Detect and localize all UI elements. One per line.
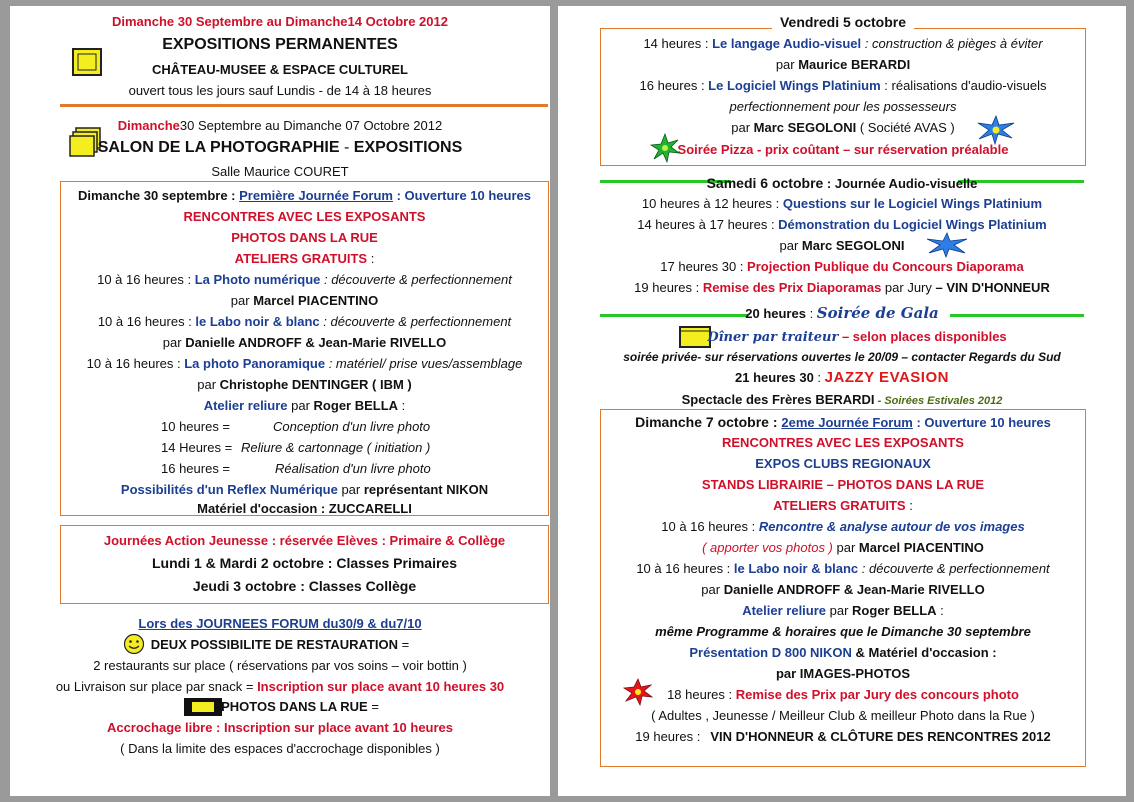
green-star-icon xyxy=(650,133,680,166)
youth-title: Journées Action Jeunesse : réservée Elèves : Primaire & Collège xyxy=(103,533,506,548)
forum2-link[interactable]: 2eme Journée Forum xyxy=(781,415,913,430)
forum2-heading: Dimanche 7 octobre : 2eme Journée Forum : Ouverture 10 heures xyxy=(635,414,1051,430)
workshop-3: 10 à 16 heures : La photo Panoramique : matériel/ prise vues/assemblage xyxy=(86,356,523,371)
street-line-1: Accrochage libre : Inscription sur place avant 10 heures xyxy=(106,720,454,735)
permanent-dates: Dimanche 30 Septembre au Dimanche14 Octobre 2012 xyxy=(112,14,448,29)
forum1-l2: PHOTOS DANS LA RUE xyxy=(231,230,378,245)
forum2-l2: EXPOS CLUBS REGIONAUX xyxy=(755,456,931,471)
youth-l1: Lundi 1 & Mardi 2 octobre : Classes Primaires xyxy=(152,555,457,571)
private-line: soirée privée- sur réservations ouvertes le 20/09 – contacter Regards du Sud xyxy=(623,350,1061,364)
blue-star-icon-2 xyxy=(925,232,969,261)
sat-l4: 19 heures : Remise des Prix Diaporamas par Jury – VIN D'HONNEUR xyxy=(634,280,1050,295)
forum-days-title: Lors des JOURNEES FORUM du30/9 & du7/10 xyxy=(138,616,422,631)
forum2-prizes: 18 heures : Remise des Prix par Jury des concours photo xyxy=(667,687,1019,702)
sat-l2: 14 heures à 17 heures : Démonstration du Logiciel Wings Platinium xyxy=(637,217,1047,232)
restauration-title: DEUX POSSIBILITE DE RESTAURATION = xyxy=(150,637,410,652)
forum2-a1-sub: ( apporter vos photos ) par Marcel PIACENTINO xyxy=(702,540,984,555)
resto-line-1: 2 restaurants sur place ( réservations par vos soins – voir bottin ) xyxy=(93,658,467,673)
workshop-1-by: par Marcel PIACENTINO xyxy=(230,293,379,308)
forum2-a2: 10 à 16 heures : le Labo noir & blanc : découverte & perfectionnement xyxy=(636,561,1050,576)
forum1-l3: ATELIERS GRATUITS : xyxy=(234,251,375,266)
workshop-2: 10 à 16 heures : le Labo noir & blanc : découverte & perfectionnement xyxy=(97,314,512,329)
salon-dates: Dimanche30 Septembre au Dimanche 07 Octobre 2012 xyxy=(117,118,443,133)
salon-place: Salle Maurice COURET xyxy=(211,164,349,179)
divider xyxy=(60,104,548,107)
forum2-binding: Atelier reliure par Roger BELLA : xyxy=(742,603,944,618)
fri-l2: 16 heures : Le Logiciel Wings Platinium : réalisations d'audio-visuels xyxy=(639,78,1047,93)
forum2-box xyxy=(600,409,1086,767)
binding-desc-1: Conception d'un livre photo xyxy=(273,419,431,434)
forum2-d800: Présentation D 800 NIKON & Matériel d'occasion : xyxy=(689,645,997,660)
forum1-l1: RENCONTRES AVEC LES EXPOSANTS xyxy=(183,209,426,224)
permanent-place: CHÂTEAU-MUSEE & ESPACE CULTUREL xyxy=(152,62,408,77)
street-title: PHOTOS DANS LA RUE = xyxy=(221,699,379,714)
workshop-2-by: par Danielle ANDROFF & Jean-Marie RIVELLO xyxy=(162,335,447,350)
jazz-line: 21 heures 30 : JAZZY EVASION xyxy=(735,369,949,386)
forum2-l1: RENCONTRES AVEC LES EXPOSANTS xyxy=(722,435,964,450)
reflex-line: Possibilités d'un Reflex Numérique par représentant NIKON xyxy=(120,482,489,497)
forum2-images: par IMAGES-PHOTOS xyxy=(775,666,911,681)
saturday-title: Samedi 6 octobre : Journée Audio-visuelle xyxy=(706,175,978,191)
fri-l2-desc: perfectionnement pour les possesseurs xyxy=(729,99,957,114)
binding-workshop: Atelier reliure par Roger BELLA : xyxy=(203,398,406,413)
blue-star-icon xyxy=(976,115,1016,148)
sat-l3: 17 heures 30 : Projection Publique du Concours Diaporama xyxy=(660,259,1024,274)
show-line: Spectacle des Frères BERARDI - Soirées Estivales 2012 xyxy=(681,392,1003,407)
forum1-box xyxy=(60,181,549,516)
friday-box xyxy=(600,14,1086,166)
binding-time-1: 10 heures = xyxy=(161,419,231,434)
friday-title-wrap xyxy=(601,14,1085,30)
resto-line-2: ou Livraison sur place par snack = Inscription sur place avant 10 heures 30 xyxy=(55,679,505,694)
permanent-hours: ouvert tous les jours sauf Lundis - de 14 à 18 heures xyxy=(128,83,432,98)
forum2-l3: STANDS LIBRAIRIE – PHOTOS DANS LA RUE xyxy=(701,477,985,492)
fri-l2-by: par Marc SEGOLONI ( Société AVAS ) xyxy=(731,120,955,135)
forum2-prizes-sub: ( Adultes , Jeunesse / Meilleur Club & meilleur Photo dans la Rue ) xyxy=(651,708,1035,723)
permanent-title: EXPOSITIONS PERMANENTES xyxy=(162,36,398,53)
forum2-closing: 19 heures : VIN D'HONNEUR & CLÔTURE DES RENCONTRES 2012 xyxy=(635,729,1051,744)
workshop-1: 10 à 16 heures : La Photo numérique : découverte & perfectionnement xyxy=(97,272,512,287)
forum2-a1: 10 à 16 heures : Rencontre & analyse autour de vos images xyxy=(661,519,1025,534)
forum2-l4: ATELIERS GRATUITS : xyxy=(773,498,913,513)
youth-l2: Jeudi 3 octobre : Classes Collège xyxy=(192,578,417,594)
fri-l1-by: par Maurice BERARDI xyxy=(775,57,911,72)
used-gear: Matériel d'occasion : ZUCCARELLI xyxy=(197,501,412,516)
binding-time-3: 16 heures = xyxy=(161,461,231,476)
friday-title: Vendredi 5 octobre xyxy=(772,14,914,30)
dinner-line: Dîner par traiteur – selon places disponibles xyxy=(707,329,1007,345)
sat-l1: 10 heures à 12 heures : Questions sur le Logiciel Wings Platinium xyxy=(641,196,1043,211)
fri-l1: 14 heures : Le langage Audio-visuel : construction & pièges à éviter xyxy=(643,36,1043,51)
binding-desc-3: Réalisation d'un livre photo xyxy=(275,461,431,476)
binding-time-2: 14 Heures = xyxy=(161,440,233,455)
forum1-heading: Dimanche 30 septembre : Première Journée Forum : Ouverture 10 heures xyxy=(77,188,531,203)
binding-desc-2: Reliure & cartonnage ( initiation ) xyxy=(241,440,431,455)
right-page xyxy=(558,6,1126,796)
pizza-line: Soirée Pizza - prix coûtant – sur réservation préalable xyxy=(677,142,1009,157)
youth-box xyxy=(60,525,549,604)
workshop-3-by: par Christophe DENTINGER ( IBM ) xyxy=(197,377,412,392)
salon-title: SALON DE LA PHOTOGRAPHIE - EXPOSITIONS xyxy=(97,139,463,156)
forum1-link[interactable]: Première Journée Forum xyxy=(239,188,393,203)
sat-l2-by: par Marc SEGOLONI xyxy=(779,238,905,253)
street-line-2: ( Dans la limite des espaces d'accrochage disponibles ) xyxy=(120,741,440,756)
gala-title: 20 heures : Soirée de Gala xyxy=(745,304,939,322)
forum2-same: même Programme & horaires que le Dimanche 30 septembre xyxy=(655,624,1031,639)
left-page xyxy=(10,6,550,796)
forum2-a2-by: par Danielle ANDROFF & Jean-Marie RIVELLO xyxy=(701,582,985,597)
